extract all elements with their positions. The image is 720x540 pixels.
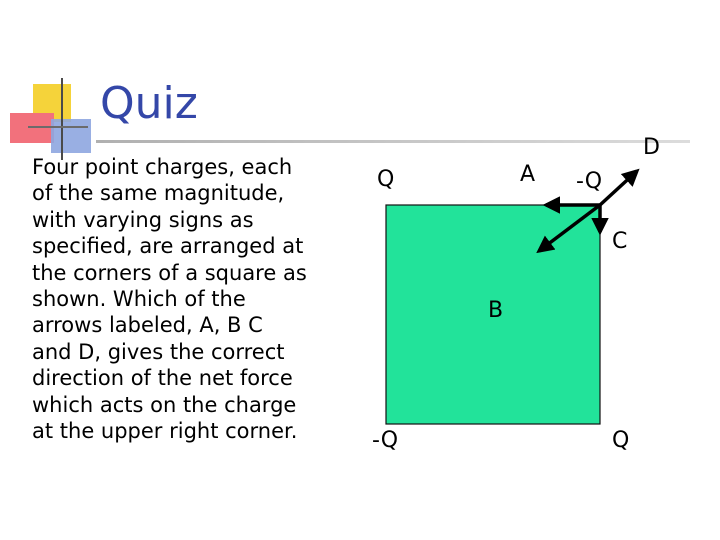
arrow-c-label: C bbox=[612, 229, 628, 254]
arrow-a-label: A bbox=[520, 162, 536, 187]
charge-top-right-label: -Q bbox=[576, 169, 603, 194]
slide-title: Quiz bbox=[100, 78, 198, 129]
arrow-d-label: D bbox=[643, 135, 660, 160]
charge-bottom-left-label: -Q bbox=[372, 428, 399, 453]
arrow-b-label: B bbox=[488, 298, 504, 323]
arrow-d bbox=[600, 171, 637, 205]
question-text: Four point charges, each of the same magnitude, with varying signs as specified, are arranged at the corners of a square as shown. Which of the arrows labeled, A, B C and D, gives the correct direction of the net force which acts on the charge at the upper right corner. bbox=[32, 155, 307, 444]
charge-bottom-right-label: Q bbox=[612, 428, 630, 453]
charge-top-left-label: Q bbox=[377, 167, 395, 192]
